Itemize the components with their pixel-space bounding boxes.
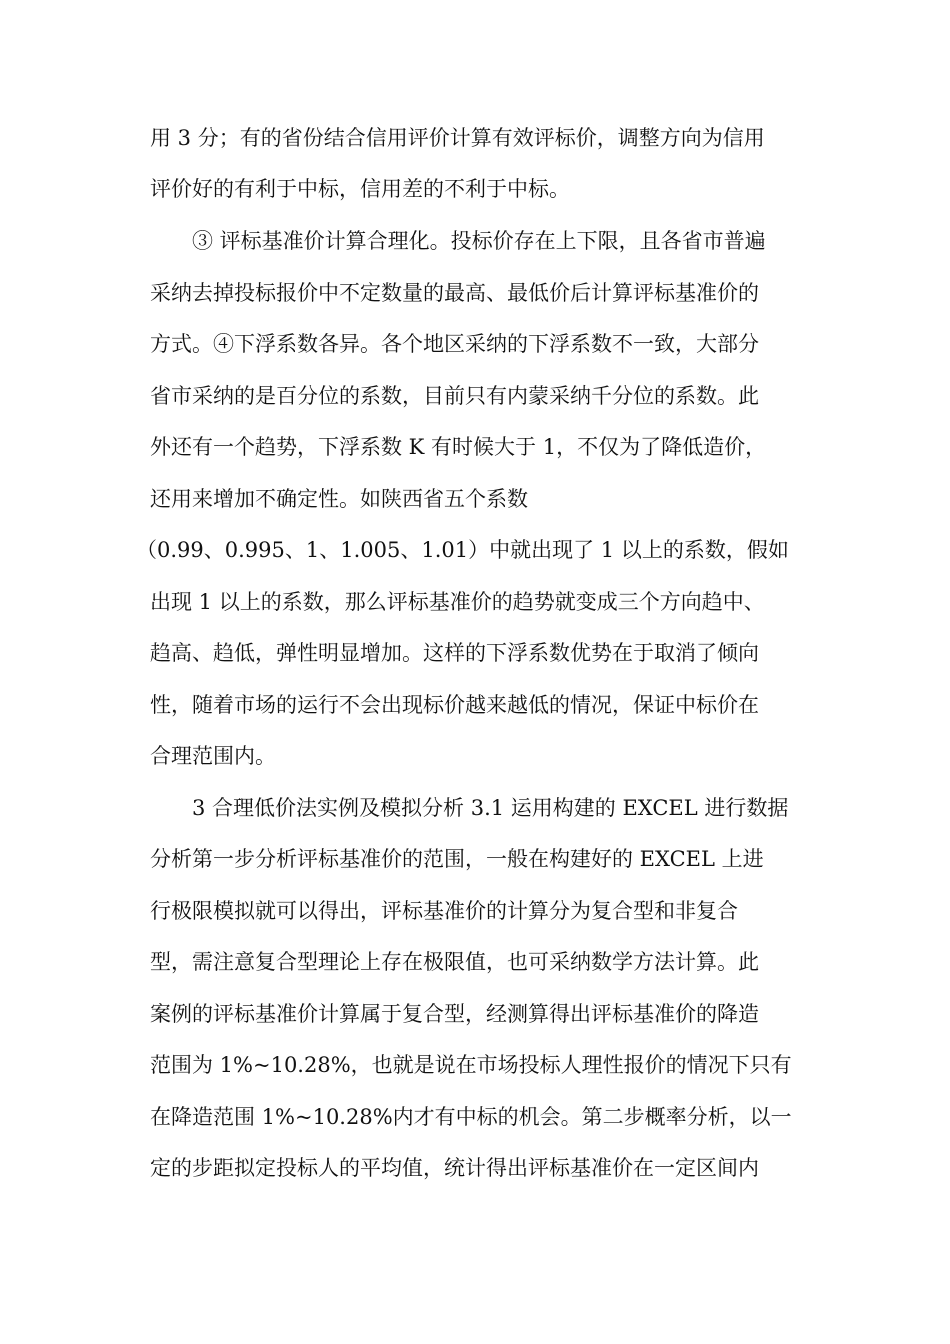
text-line-18: 案例的评标基准价计算属于复合型，经测算得出评标基准价的降造: [150, 1002, 759, 1026]
paragraph-start-line: ③ 评标基准价计算合理化。投标价存在上下限，且各省市普遍: [192, 229, 766, 253]
text-line-17: 型，需注意复合型理论上存在极限值，也可采纳数学方法计算。此: [150, 950, 759, 974]
text-line-16: 行极限模拟就可以得出，评标基准价的计算分为复合型和非复合: [150, 899, 738, 923]
text-line-9: （0.99、0.995、1、1.005、1.01）中就出现了 1 以上的系数，假如: [136, 538, 789, 562]
text-line-5: 方式。④下浮系数各异。各个地区采纳的下浮系数不一致，大部分: [150, 332, 759, 356]
text-line-7: 外还有一个趋势，下浮系数 K 有时候大于 1，不仅为了降低造价，: [150, 435, 767, 459]
text-line-15: 分析第一步分析评标基准价的范围，一般在构建好的 EXCEL 上进: [150, 847, 764, 871]
text-line-11: 趋高、趋低，弹性明显增加。这样的下浮系数优势在于取消了倾向: [150, 641, 759, 665]
section-heading-line: 3 合理低价法实例及模拟分析 3.1 运用构建的 EXCEL 进行数据: [192, 796, 789, 820]
text-line-13: 合理范围内。: [150, 744, 276, 768]
text-line-6: 省市采纳的是百分位的系数，目前只有内蒙采纳千分位的系数。此: [150, 384, 759, 408]
text-line-19: 范围为 1%~10.28%，也就是说在市场投标人理性报价的情况下只有: [150, 1053, 792, 1077]
text-line-1: 用 3 分；有的省份结合信用评价计算有效评标价，调整方向为信用: [150, 126, 765, 150]
text-line-2: 评价好的有利于中标，信用差的不利于中标。: [150, 177, 570, 201]
text-line-12: 性，随着市场的运行不会出现标价越来越低的情况，保证中标价在: [150, 693, 759, 717]
text-line-4: 采纳去掉投标报价中不定数量的最高、最低价后计算评标基准价的: [150, 281, 759, 305]
text-line-8: 还用来增加不确定性。如陕西省五个系数: [150, 487, 528, 511]
text-line-10: 出现 1 以上的系数，那么评标基准价的趋势就变成三个方向趋中、: [150, 590, 765, 614]
text-line-20: 在降造范围 1%~10.28%内才有中标的机会。第二步概率分析，以一: [150, 1105, 792, 1129]
text-line-21: 定的步距拟定投标人的平均值，统计得出评标基准价在一定区间内: [150, 1156, 759, 1180]
